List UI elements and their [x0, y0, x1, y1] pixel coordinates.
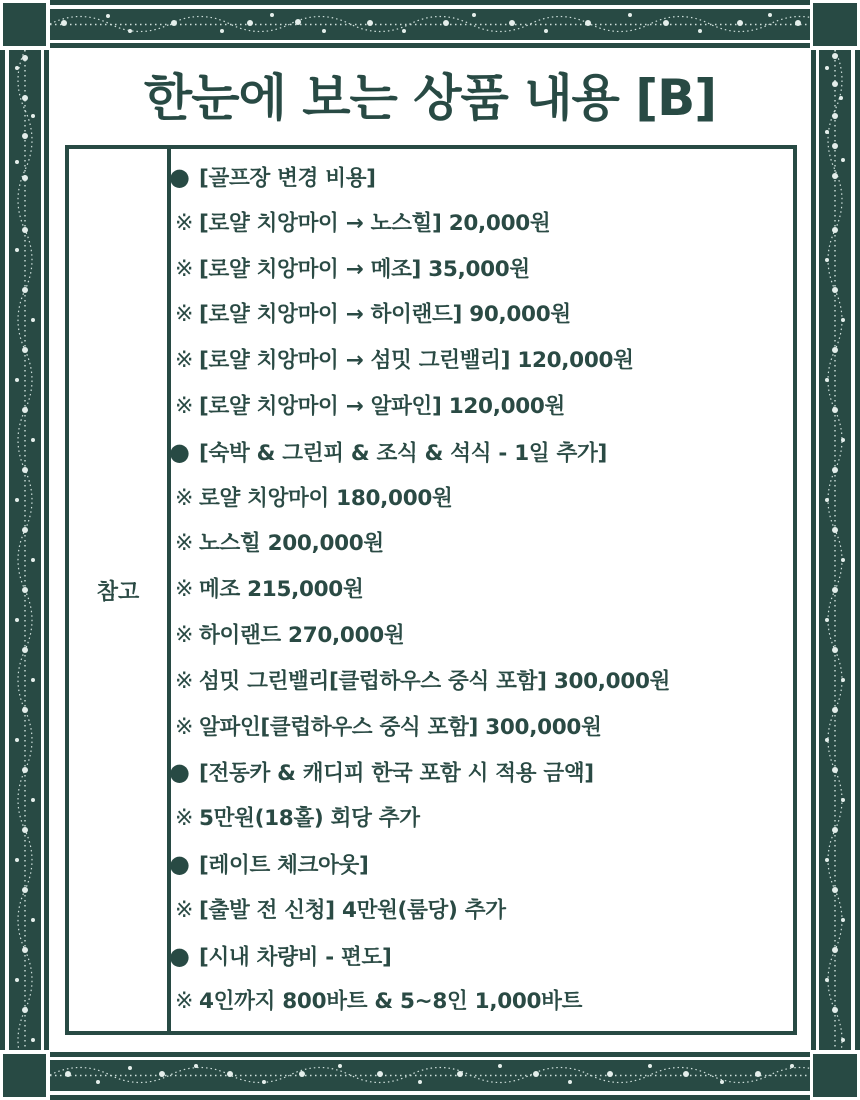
- section-heading: [169, 842, 793, 888]
- bullet-circle-icon: ●: [169, 758, 190, 787]
- row-text: [로얄 치앙마이 → 메조] 35,000원: [199, 256, 530, 282]
- top-thin-bar-inner: [50, 43, 810, 48]
- top-ornament-band: [50, 9, 810, 40]
- bullet-circle-icon: ●: [169, 163, 190, 191]
- row-text: [로얄 치앙마이 → 섬밋 그린밸리] 120,000원: [199, 348, 634, 374]
- row-text: 로얄 치앙마이 180,000원: [199, 485, 453, 511]
- row-text: [로얄 치앙마이 → 하이랜드] 90,000원: [199, 302, 571, 328]
- bullet-circle-icon: ●: [169, 849, 190, 878]
- corner-square-bottom-right: [813, 1054, 857, 1097]
- right-ornament-band: [819, 50, 851, 1050]
- bullet-circle-icon: ●: [169, 941, 190, 970]
- section-heading: [169, 750, 793, 796]
- reference-mark-icon: ※: [175, 668, 194, 694]
- row-text: 메조 215,000원: [199, 577, 364, 603]
- reference-mark-icon: ※: [175, 531, 194, 557]
- left-thin-bar-inner: [44, 50, 49, 1050]
- row-text: [골프장 변경 비용]: [199, 166, 376, 191]
- reference-mark-icon: ※: [175, 989, 194, 1015]
- list-item: [175, 979, 793, 1025]
- reference-mark-icon: ※: [175, 210, 194, 236]
- list-item: [175, 201, 793, 247]
- list-item: [175, 292, 793, 338]
- list-item: [175, 796, 793, 842]
- list-item: [175, 247, 793, 293]
- list-item: [175, 659, 793, 705]
- label-reference: 참고: [96, 579, 140, 605]
- list-item: [175, 567, 793, 613]
- bottom-ornament-band: [50, 1060, 810, 1091]
- reference-mark-icon: ※: [175, 302, 194, 328]
- row-text: [레이트 체크아웃]: [199, 852, 369, 878]
- list-item: [175, 613, 793, 659]
- reference-mark-icon: ※: [175, 348, 194, 374]
- reference-mark-icon: ※: [175, 393, 194, 419]
- info-table: [65, 145, 797, 1035]
- list-item: [175, 888, 793, 934]
- label-column: [69, 149, 171, 1031]
- right-thin-bar-inner: [811, 50, 816, 1050]
- row-text: [시내 차량비 - 편도]: [199, 944, 392, 970]
- reference-mark-icon: ※: [175, 577, 194, 603]
- row-text: [로얄 치앙마이 → 노스힐] 20,000원: [199, 210, 551, 236]
- list-item: [175, 384, 793, 430]
- top-thin-bar-outer: [50, 0, 810, 5]
- content-column: [169, 155, 793, 1025]
- row-text: 알파인[클럽하우스 중식 포함] 300,000원: [199, 714, 602, 740]
- bottom-thin-bar-outer: [50, 1095, 810, 1100]
- row-text: [숙박 & 그린피 & 조식 & 석식 - 1일 추가]: [199, 440, 607, 466]
- row-text: 하이랜드 270,000원: [199, 622, 405, 648]
- row-text: [전동카 & 캐디피 한국 포함 시 적용 금액]: [199, 761, 594, 787]
- right-thin-bar-outer: [855, 50, 860, 1050]
- row-text: 노스힐 200,000원: [199, 531, 384, 557]
- reference-mark-icon: ※: [175, 485, 194, 511]
- reference-mark-icon: ※: [175, 256, 194, 282]
- corner-square-top-right: [813, 3, 857, 46]
- section-heading: [169, 934, 793, 980]
- bottom-thin-bar-inner: [50, 1052, 810, 1057]
- list-item: [175, 705, 793, 751]
- reference-mark-icon: ※: [175, 714, 194, 740]
- page-title: 한눈에 보는 상품 내용 [B]: [143, 69, 717, 127]
- corner-square-bottom-left: [3, 1054, 46, 1097]
- list-item: [175, 521, 793, 567]
- bullet-circle-icon: ●: [169, 437, 190, 466]
- list-item: [175, 476, 793, 522]
- reference-mark-icon: ※: [175, 806, 194, 832]
- section-heading: [169, 430, 793, 476]
- corner-square-top-left: [3, 3, 46, 46]
- left-thin-bar-outer: [0, 50, 5, 1050]
- reference-mark-icon: ※: [175, 622, 194, 648]
- list-item: [175, 338, 793, 384]
- reference-mark-icon: ※: [175, 897, 194, 923]
- row-text: 5만원(18홀) 회당 추가: [199, 806, 420, 832]
- left-ornament-band: [9, 50, 41, 1050]
- row-text: 4인까지 800바트 & 5~8인 1,000바트: [199, 989, 583, 1015]
- row-text: [로얄 치앙마이 → 알파인] 120,000원: [199, 393, 566, 419]
- row-text: 섬밋 그린밸리[클럽하우스 중식 포함] 300,000원: [199, 668, 671, 694]
- section-heading: [169, 155, 793, 201]
- row-text: [출발 전 신청] 4만원(룸당) 추가: [199, 897, 506, 923]
